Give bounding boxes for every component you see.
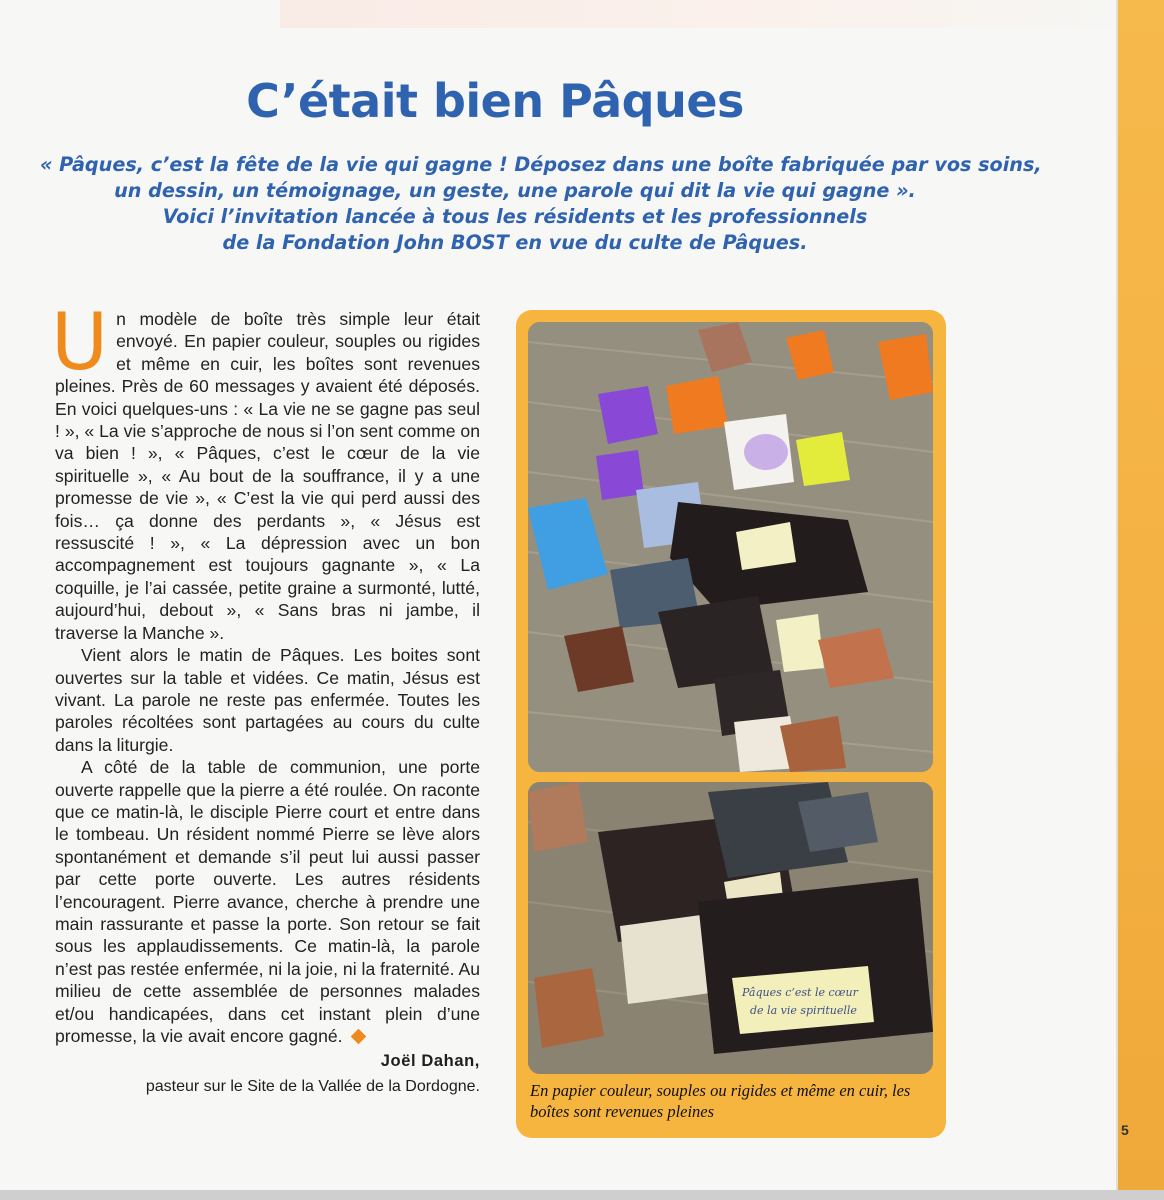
author-name: Joël Dahan, [380,1052,480,1070]
photo-note-text: de la vie spirituelle [750,1004,857,1017]
bottom-shadow [0,1190,1164,1200]
photo-boxes-overview-image [528,322,933,772]
top-decor-strip [280,0,1120,28]
photo-note-text: Pâques c’est le cœur [742,986,858,999]
article-paragraph-3: A côté de la table de communion, une porte ouverte rappelle que la pierre a été roulée. On raconte que ce matin-là, le disciple Pierre court et entre dans le tombeau. Un résident nommé Pierre se lève alors spontanément et demande s’il peut lui aussi passer par cette porte ouverte. Les autres résidents l’encouragent. Pierre avance, cherche à prendre une main rassurante et passe la porte. Son retour se fait sous les applaudissements. Ce matin-là, la parole n’est pas restée enfermée, ni la joie, ni la fraternité. Au milieu de cette assemblée de personnes malades et/ou handicapées, dans cet instant plein d’une promesse, la vie avait encore gagné. [55,757,480,1046]
orange-side-band [1118,0,1164,1200]
article-title: C’était bien Pâques [246,74,744,128]
page-number: 5 [1121,1122,1129,1138]
intro-line: un dessin, un témoignage, un geste, une parole qui dit la vie qui gagne ». [114,179,916,202]
intro-line: de la Fondation John BOST en vue du culte de Pâques. [222,231,808,254]
intro-line: Voici l’invitation lancée à tous les résidents et les professionnels [162,205,868,228]
photo-boxes-overview [528,322,933,772]
photo-messages-closeup-image [528,782,933,1074]
dropcap: U [51,298,109,388]
photo-messages-closeup [528,782,933,1074]
intro-quote [40,152,1042,256]
author-role: pasteur sur le Site de la Vallée de la Dordogne. [145,1078,480,1095]
photo-caption: En papier couleur, souples ou rigides et même en cuir, les boîtes sont revenues pleines [530,1081,911,1121]
article-paragraph-2: Vient alors le matin de Pâques. Les boites sont ouvertes sur la table et vidées. Ce matin, Jésus est vivant. La parole ne reste pas enfermée. Toutes les paroles récoltées sont partagées au cours du culte dans la liturgie. [55,645,480,755]
intro-line: « Pâques, c’est la fête de la vie qui gagne ! Déposez dans une boîte fabriquée par vos soins, [40,153,1042,176]
article-body [51,298,480,1047]
article-paragraph-1: Un modèle de boîte très simple leur était envoyé. En papier couleur, souples ou rigides et même en cuir, les boîtes sont revenues pleines. Près de 60 messages y avaient été déposés. En voici quelques-uns : « La vie ne se gagne pas seul ! », « La vie s’approche de nous si l’on sent comme on va bien ! », « Pâques, c’est le cœur de la vie spirituelle », « Au bout de la souffrance, il y a une promesse de vie », « C’est la vie qui perd aussi des fois… ça donne des perdants », « Jésus est ressuscité ! », « La dépression avec un bon accompagnement est toujours gagnante », « La coquille, je l’ai cassée, petite graine a surmonté, lutté, aujourd’hui, debout », « Sans bras ni jambe, il traverse la Manche ». [51,298,480,643]
end-diamond-icon [350,1029,366,1045]
photo-frame [516,310,946,1138]
